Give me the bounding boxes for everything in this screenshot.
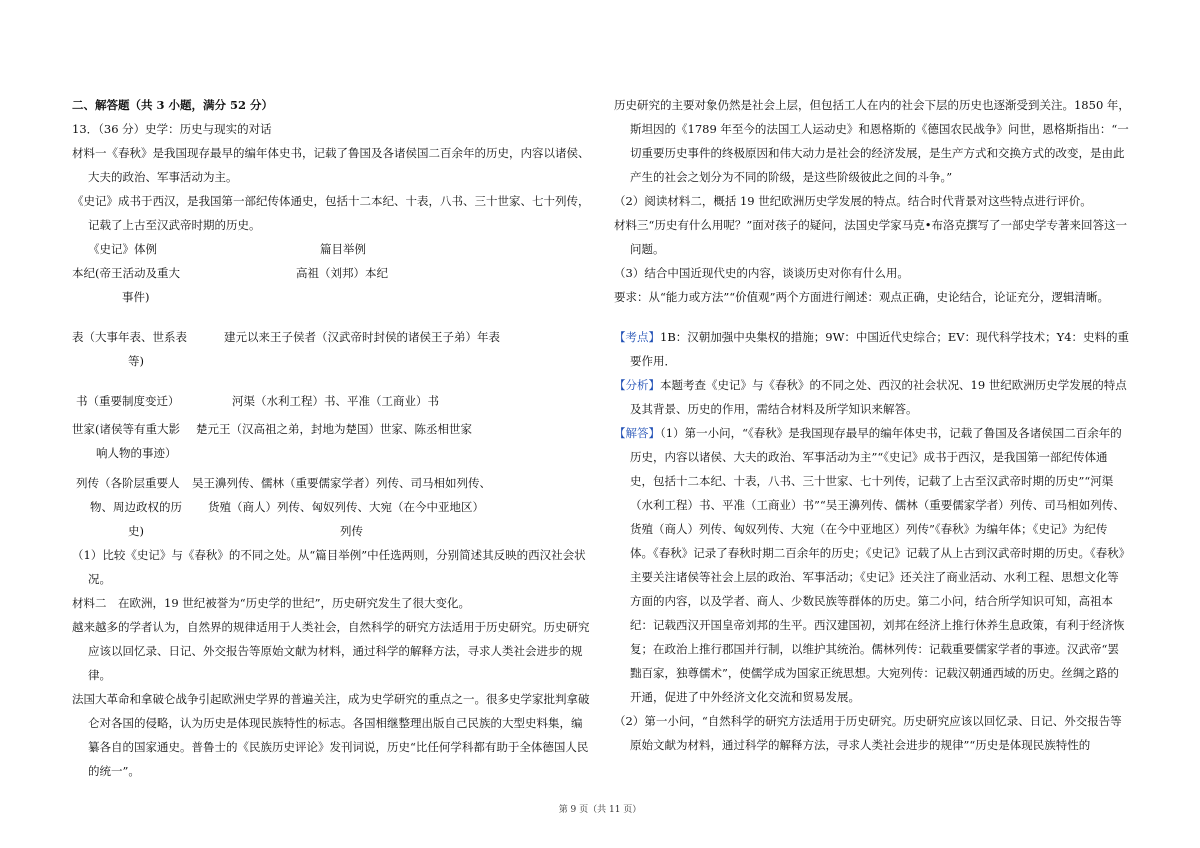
- fenxi-text: 本题考查《史记》与《春秋》的不同之处、西汉的社会状况、19 世纪欧洲历史学发展的特点及其背景、历史的作用，需结合材料及所学知识来解答。: [630, 378, 1127, 416]
- table-row: [72, 471, 592, 495]
- table-header-example: 篇目举例: [320, 242, 366, 256]
- section-title: 二、解答题（共 3 小题，满分 52 分）: [72, 98, 274, 112]
- table-row-continued: [72, 519, 592, 543]
- jieda-text: （1）第一小问，“《春秋》是我国现存最早的编年体史书，记载了鲁国及各诸侯国二百余年的历史，内容以诸侯、大夫的政治、军事活动为主”“《史记》成书于西汉，是我国第一部纪传体通史，包括十二本纪、十表，八书、三十世家、七十列传，记载了上古至汉武帝时期的历史”“河渠（水利工程）书、平准（工商业）书”“吴王濞列传、儒林（重要儒家学者）列传、司马相如列传、货殖（商人）列传、匈奴列传、大宛（在今中亚地区）列传”《春秋》为编年体；《史记》为纪传体。《春秋》记录了春秋时期二百余年的历史；《史记》记载了从上古到汉武帝时期的历史。《春秋》主要关注诸侯等社会上层的政治、军事活动；《史记》还关注了商业活动、水利工程、思想文化等方面的内容，以及学者、商人、少数民族等群体的历史。第二小问，结合所学知识可知，高祖本纪：记载西汉开国皇帝刘邦的生平。西汉建国初，刘邦在经济上推行休养生息政策，有利于经济恢复；在政治上推行郡国并行制，以维护其统治。儒林列传：记载重要儒家学者的事迹。汉武帝“罢黜百家，独尊儒术”，使儒学成为国家正统思想。大宛列传：记载汉朝通西域的历史。丝绸之路的开通，促进了中外经济文化交流和贸易发展。: [630, 426, 1125, 704]
- material-two-intro: 材料二 在欧洲，19 世纪被誉为“历史学的世纪”，历史研究发生了很大变化。: [72, 596, 471, 610]
- material-two-continued: 历史研究的主要对象仍然是社会上层，但包括工人在内的社会下层的历史也逐渐受到关注。1850 年，斯坦因的《1789 年至今的法国工人运动史》和恩格斯的《德国农民战争》问世，恩格斯指出：“一切重要历史事件的终极原因和伟大动力是社会的经济发展，是生产方式和交换方式的改变，是由此产生的社会之划分为不同的阶级，是这些阶级彼此之间的斗争。”: [614, 98, 1130, 184]
- page-footer: 第 9 页（共 11 页）: [558, 805, 642, 815]
- jieda-part-two: （2）第一小问，“自然科学的研究方法适用于历史研究。历史研究应该以回忆录、日记、外交报告等原始文献为材料，通过科学的解释方法，寻求人类社会进步的规律”“历史是体现民族特性的: [614, 714, 1122, 752]
- table-cell-type: 表（大事年表、世系表: [72, 330, 187, 344]
- table-row-continued: [72, 495, 592, 519]
- material-one-paragraph: 材料一《春秋》是我国现存最早的编年体史书，记载了鲁国及各诸侯国二百余年的历史，内容以诸侯、大夫的政治、军事活动为主。: [72, 146, 590, 184]
- jieda-block: [614, 421, 1130, 709]
- kaodian-label: 【考点】: [614, 330, 660, 344]
- table-header: [72, 237, 592, 261]
- table-cell-example: 楚元王（汉高祖之弟，封地为楚国）世家、陈丞相世家: [196, 422, 472, 436]
- table-cell-type: 书（重要制度变迁）: [76, 394, 180, 408]
- material-two-paragraph: 越来越多的学者认为，自然界的规律适用于人类社会，自然科学的研究方法适用于历史研究。历史研究应该以回忆录、日记、外交报告等原始文献为材料，通过科学的解释方法，寻求人类社会进步的规律。: [72, 620, 590, 682]
- table-row: [72, 325, 592, 349]
- fenxi-block: [614, 373, 1130, 421]
- table-cell-type: 本纪(帝王活动及重大: [72, 266, 180, 280]
- table-cell-example: 建元以来王子侯者（汉武帝时封侯的诸侯王子弟）年表: [224, 330, 500, 344]
- left-column: [72, 93, 592, 783]
- table-cell-type: 列传（各阶层重要人: [76, 476, 180, 490]
- table-row: [72, 389, 592, 413]
- table-cell-type: 史): [128, 524, 144, 538]
- table-cell-example: 货殖（商人）列传、匈奴列传、大宛（在今中亚地区）: [208, 500, 484, 514]
- jieda-label: 【解答】: [614, 426, 660, 440]
- answer-requirement: 要求：从“能力或方法”“价值观”两个方面进行阐述：观点正确，史论结合，论证充分，逻辑清晰。: [614, 290, 1110, 304]
- table-cell-type: 事件): [122, 290, 150, 304]
- kaodian-block: [614, 325, 1130, 373]
- right-column: [614, 93, 1130, 757]
- table-cell-example: 河渠（水利工程）书、平准（工商业）书: [232, 394, 439, 408]
- table-cell-type: 响人物的事迹）: [96, 446, 177, 460]
- table-row: [72, 261, 592, 285]
- table-row-continued: [72, 285, 592, 309]
- table-cell-type: 物、周边政权的历: [90, 500, 182, 514]
- table-cell-example: 高祖（刘邦）本纪: [296, 266, 388, 280]
- question-three: （3）结合中国近现代史的内容，谈谈历史对你有什么用。: [614, 266, 909, 280]
- shiji-intro-paragraph: 《史记》成书于西汉，是我国第一部纪传体通史，包括十二本纪、十表，八书、三十世家、七十列传，记载了上古至汉武帝时期的历史。: [72, 194, 590, 232]
- table-cell-type: 世家(诸侯等有重大影: [72, 422, 180, 436]
- fenxi-label: 【分析】: [614, 378, 660, 392]
- table-row: [72, 417, 592, 441]
- material-three: 材料三“历史有什么用呢？”面对孩子的疑问，法国史学家马克•布洛克撰写了一部史学专著来回答这一问题。: [614, 218, 1128, 256]
- table-cell-example: 吴王濞列传、儒林（重要儒家学者）列传、司马相如列传、: [192, 476, 491, 490]
- question-two: （2）阅读材料二，概括 19 世纪欧洲历史学发展的特点。结合时代背景对这些特点进行评价。: [614, 194, 1092, 208]
- table-cell-type: 等): [128, 354, 144, 368]
- table-header-type: 《史记》体例: [88, 242, 157, 256]
- material-two-paragraph: 法国大革命和拿破仑战争引起欧洲史学界的普遍关注，成为史学研究的重点之一。很多史学家批判拿破仑对各国的侵略，认为历史是体现民族特性的标志。各国相继整理出版自己民族的大型史料集，编纂各自的国家通史。普鲁士的《民族历史评论》发刊词说，历史“比任何学科都有助于全体德国人民的统一”。: [72, 692, 590, 778]
- table-row-continued: [72, 349, 592, 373]
- kaodian-text: 1B：汉朝加强中央集权的措施；9W：中国近代史综合；EV：现代科学技术；Y4：史料的重要作用．: [630, 330, 1130, 368]
- table-cell-example: 列传: [340, 524, 363, 538]
- question-heading: 13．（36 分）史学：历史与现实的对话: [72, 122, 272, 136]
- question-one: （1）比较《史记》与《春秋》的不同之处。从“篇目举例”中任选两则，分别简述其反映的西汉社会状况。: [72, 548, 586, 586]
- table-row-continued: [72, 441, 592, 465]
- shiji-table: [72, 237, 592, 543]
